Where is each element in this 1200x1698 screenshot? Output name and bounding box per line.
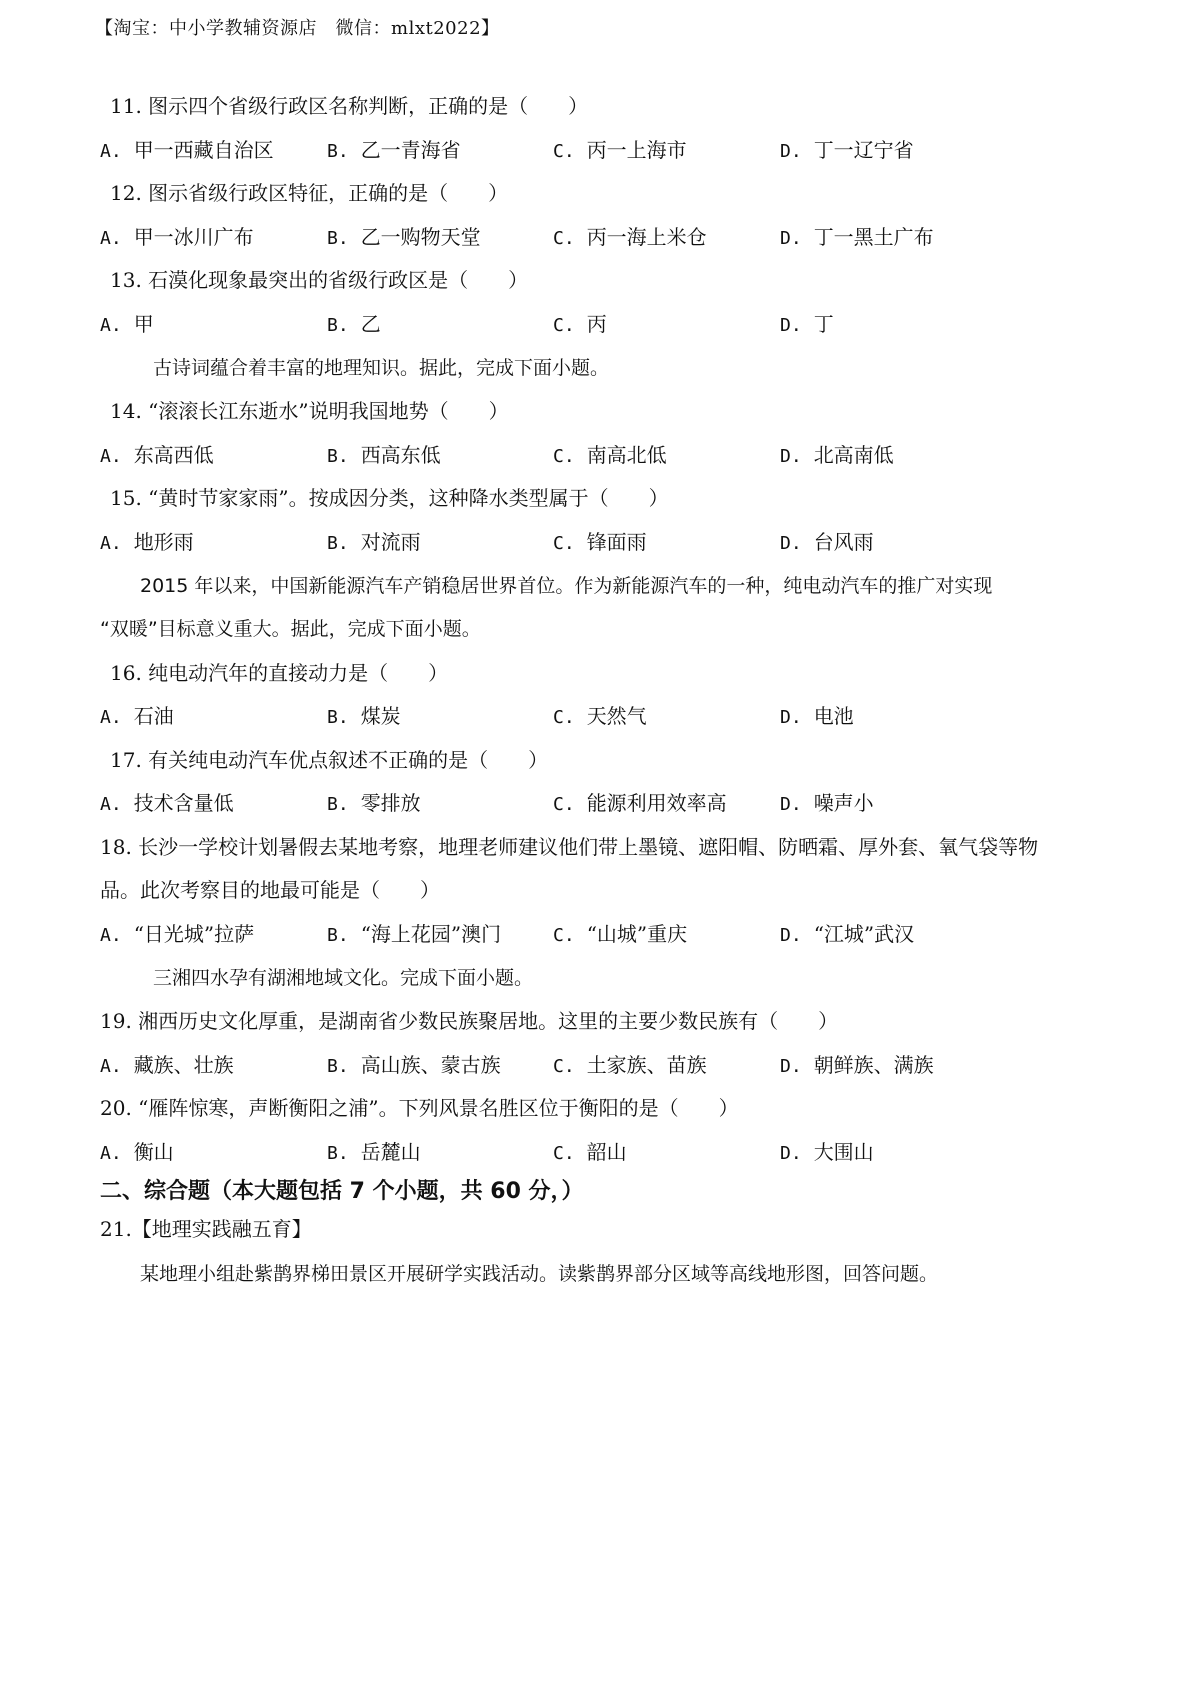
question-stem: 15. “黄时节家家雨”。按成因分类，这种降水类型属于（ ） bbox=[110, 486, 669, 510]
option-label: A. bbox=[100, 1056, 122, 1077]
option-c: C. 锋面雨 bbox=[553, 530, 647, 554]
option-d: D. 丁 bbox=[780, 312, 834, 336]
option-a: A. 衡山 bbox=[100, 1140, 174, 1164]
option-label: C. bbox=[553, 1143, 575, 1164]
option-d: D. “江城”武汉 bbox=[780, 922, 915, 946]
option-label: D. bbox=[780, 228, 802, 249]
option-label: A. bbox=[100, 315, 122, 336]
option-b: B. 乙 bbox=[327, 312, 381, 336]
option-label: C. bbox=[553, 228, 575, 249]
option-d: D. 台风雨 bbox=[780, 530, 874, 554]
option-label: A. bbox=[100, 925, 122, 946]
option-label: D. bbox=[780, 315, 802, 336]
option-b: B. 乙一购物天堂 bbox=[327, 225, 481, 249]
option-label: A. bbox=[100, 707, 122, 728]
option-label: B. bbox=[327, 925, 349, 946]
option-label: B. bbox=[327, 1143, 349, 1164]
option-label: B. bbox=[327, 1056, 349, 1077]
question-stem: 18. 长沙一学校计划暑假去某地考察，地理老师建议他们带上墨镜、遮阳帽、防晒霜、厚外套、氧气袋等物 bbox=[100, 835, 1039, 859]
question-stem: 12. 图示省级行政区特征，正确的是（ ） bbox=[110, 181, 509, 205]
option-label: B. bbox=[327, 533, 349, 554]
option-b: B. 煤炭 bbox=[327, 704, 401, 728]
passage-intro: 三湘四水孕有湖湘地域文化。完成下面小题。 bbox=[153, 967, 534, 989]
option-label: C. bbox=[553, 925, 575, 946]
option-label: B. bbox=[327, 446, 349, 467]
option-d: D. 丁一黑土广布 bbox=[780, 225, 934, 249]
option-d: D. 丁一辽宁省 bbox=[780, 138, 914, 162]
option-label: D. bbox=[780, 1143, 802, 1164]
page-header-watermark: 【淘宝：中小学教辅资源店 微信：mlxt2022】 bbox=[95, 18, 500, 39]
option-label: D. bbox=[780, 707, 802, 728]
option-label: B. bbox=[327, 794, 349, 815]
option-c: C. 丙一上海市 bbox=[553, 138, 687, 162]
option-c: C. 土家族、苗族 bbox=[553, 1053, 707, 1077]
option-label: B. bbox=[327, 228, 349, 249]
option-label: B. bbox=[327, 315, 349, 336]
option-c: C. 韶山 bbox=[553, 1140, 627, 1164]
option-c: C. 能源利用效率高 bbox=[553, 791, 727, 815]
option-label: D. bbox=[780, 1056, 802, 1077]
option-a: A. 甲一西藏自治区 bbox=[100, 138, 274, 162]
question-stem: 11. 图示四个省级行政区名称判断，正确的是（ ） bbox=[110, 94, 589, 118]
option-b: B. “海上花园”澳门 bbox=[327, 922, 502, 946]
option-a: A. 技术含量低 bbox=[100, 791, 234, 815]
question-stem: 20. “雁阵惊寒，声断衡阳之浦”。下列风景名胜区位于衡阳的是（ ） bbox=[100, 1096, 739, 1120]
option-label: B. bbox=[327, 707, 349, 728]
option-label: A. bbox=[100, 1143, 122, 1164]
option-c: C. 南高北低 bbox=[553, 443, 667, 467]
section-title: 二、综合题（本大题包括 7 个小题，共 60 分，） bbox=[100, 1179, 584, 1204]
passage-intro: 古诗词蕴合着丰富的地理知识。据此，完成下面小题。 bbox=[153, 357, 610, 379]
option-label: A. bbox=[100, 794, 122, 815]
question-stem-cont: 品。此次考察目的地最可能是（ ） bbox=[100, 878, 440, 902]
option-d: D. 噪声小 bbox=[780, 791, 874, 815]
option-b: B. 零排放 bbox=[327, 791, 421, 815]
option-label: C. bbox=[553, 794, 575, 815]
option-c: C. 丙 bbox=[553, 312, 607, 336]
passage-intro-cont: “双暖”目标意义重大。据此，完成下面小题。 bbox=[100, 618, 481, 640]
option-label: C. bbox=[553, 533, 575, 554]
option-d: D. 大围山 bbox=[780, 1140, 874, 1164]
option-d: D. 电池 bbox=[780, 704, 854, 728]
option-label: A. bbox=[100, 533, 122, 554]
question-stem: 13. 石漠化现象最突出的省级行政区是（ ） bbox=[110, 268, 529, 292]
question-stem: 19. 湘西历史文化厚重，是湖南省少数民族聚居地。这里的主要少数民族有（ ） bbox=[100, 1009, 839, 1033]
option-b: B. 西高东低 bbox=[327, 443, 441, 467]
option-b: B. 高山族、蒙古族 bbox=[327, 1053, 501, 1077]
option-d: D. 北高南低 bbox=[780, 443, 894, 467]
option-c: C. 天然气 bbox=[553, 704, 647, 728]
option-label: C. bbox=[553, 446, 575, 467]
option-label: D. bbox=[780, 533, 802, 554]
option-label: C. bbox=[553, 315, 575, 336]
option-a: A. “日光城”拉萨 bbox=[100, 922, 255, 946]
passage-intro: 某地理小组赴紫鹊界梯田景区开展研学实践活动。读紫鹊界部分区域等高线地形图，回答问题。 bbox=[140, 1263, 939, 1285]
question-21-title: 21.【地理实践融五育】 bbox=[100, 1217, 312, 1241]
option-a: A. 东高西低 bbox=[100, 443, 214, 467]
option-label: A. bbox=[100, 446, 122, 467]
passage-intro: 2015 年以来，中国新能源汽车产销稳居世界首位。作为新能源汽车的一种，纯电动汽车的推广对实现 bbox=[140, 575, 993, 597]
option-d: D. 朝鲜族、满族 bbox=[780, 1053, 934, 1077]
option-label: A. bbox=[100, 228, 122, 249]
option-a: A. 甲一冰川广布 bbox=[100, 225, 254, 249]
option-c: C. “山城”重庆 bbox=[553, 922, 688, 946]
question-stem: 16. 纯电动汽年的直接动力是（ ） bbox=[110, 661, 449, 685]
option-a: A. 石油 bbox=[100, 704, 174, 728]
option-a: A. 地形雨 bbox=[100, 530, 194, 554]
option-label: C. bbox=[553, 141, 575, 162]
option-label: D. bbox=[780, 925, 802, 946]
option-b: B. 乙一青海省 bbox=[327, 138, 461, 162]
option-label: C. bbox=[553, 707, 575, 728]
option-label: D. bbox=[780, 446, 802, 467]
option-label: D. bbox=[780, 794, 802, 815]
option-label: C. bbox=[553, 1056, 575, 1077]
question-stem: 14. “滚滚长江东逝水”说明我国地势（ ） bbox=[110, 399, 509, 423]
option-label: B. bbox=[327, 141, 349, 162]
option-label: A. bbox=[100, 141, 122, 162]
option-label: D. bbox=[780, 141, 802, 162]
option-c: C. 丙一海上米仓 bbox=[553, 225, 707, 249]
option-b: B. 对流雨 bbox=[327, 530, 421, 554]
question-stem: 17. 有关纯电动汽车优点叙述不正确的是（ ） bbox=[110, 748, 549, 772]
option-a: A. 藏族、壮族 bbox=[100, 1053, 234, 1077]
option-b: B. 岳麓山 bbox=[327, 1140, 421, 1164]
option-a: A. 甲 bbox=[100, 312, 154, 336]
